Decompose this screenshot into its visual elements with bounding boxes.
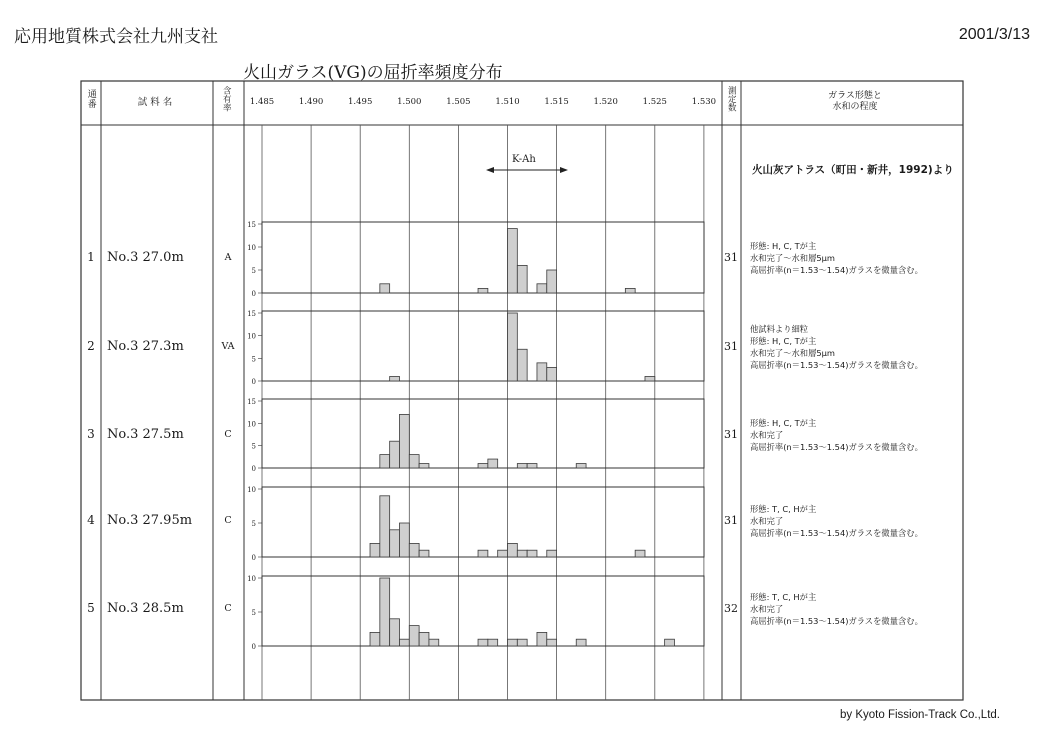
histogram-bar	[478, 550, 488, 557]
y-tick-label: 10	[247, 420, 256, 429]
sample-name: No.3 27.3m	[107, 339, 184, 354]
header-notes-line2: 水和の程度	[832, 101, 878, 112]
sample-name: No.3 27.5m	[107, 427, 184, 442]
glass-note-line: 高屈折率(n＝1.53～1.54)ガラスを微量含む。	[750, 442, 923, 452]
glass-note-line: 高屈折率(n＝1.53～1.54)ガラスを微量含む。	[750, 360, 923, 370]
histogram-bar	[419, 550, 429, 557]
histogram-bar	[537, 284, 547, 293]
histogram-bar	[508, 229, 518, 293]
histogram-bar	[429, 639, 439, 646]
histogram-bar	[508, 543, 518, 557]
histogram-bar	[419, 632, 429, 646]
sample-name: No.3 28.5m	[107, 601, 184, 616]
histogram-bar	[517, 550, 527, 557]
histogram-bar	[390, 441, 400, 468]
sample-name: No.3 27.0m	[107, 250, 184, 265]
content-grade: A	[224, 252, 232, 263]
glass-note-line: 形態: T, C, Hが主	[750, 592, 817, 602]
y-tick-label: 0	[251, 643, 256, 651]
histogram-bar	[380, 284, 390, 293]
glass-note-line: 形態: T, C, Hが主	[750, 504, 817, 514]
company-name: 応用地質株式会社九州支社	[14, 27, 218, 47]
histogram-frame	[262, 487, 704, 557]
histogram-frame	[262, 576, 704, 646]
histogram-bar	[576, 639, 586, 646]
row-number: 2	[87, 339, 95, 353]
histogram-frame	[262, 311, 704, 381]
header-notes-line1: ガラス形態と	[828, 91, 882, 101]
x-tick-label: 1.490	[298, 97, 324, 107]
glass-note-line: 他試料より細粒	[750, 324, 809, 334]
glass-note-line: 形態: H, C, Tが主	[750, 418, 817, 428]
header-notes	[800, 91, 910, 113]
histogram-bar	[537, 632, 547, 646]
y-tick-label: 15	[247, 221, 256, 229]
measurement-count: 31	[724, 340, 738, 353]
glass-note-line: 高屈折率(n＝1.53～1.54)ガラスを微量含む。	[750, 528, 923, 538]
histogram-bar	[517, 464, 527, 468]
y-tick-label: 10	[247, 244, 256, 252]
glass-note-line: 水和完了	[750, 430, 784, 440]
glass-notes	[750, 323, 923, 371]
histogram-bar	[409, 455, 419, 468]
histogram-bar	[380, 496, 390, 557]
y-tick-label: 5	[251, 442, 256, 451]
histogram-frame	[262, 222, 704, 293]
y-tick-label: 15	[247, 398, 256, 406]
y-tick-label: 10	[247, 332, 256, 341]
histogram-bar	[635, 550, 645, 557]
report-date: 2001/3/13	[958, 26, 1030, 43]
histogram-bar	[547, 270, 557, 293]
reference-text: 火山灰アトラス（町田・新井，1992)より	[752, 164, 954, 176]
histogram-bar	[517, 349, 527, 381]
histogram-bar	[409, 626, 419, 646]
histogram-bar	[547, 639, 557, 646]
glass-note-line: 水和完了	[750, 516, 784, 526]
header-content: 含有率	[221, 86, 232, 112]
header-sample: 試 料 名	[137, 97, 173, 108]
glass-note-line: 形態: H, C, Tが主	[750, 241, 817, 251]
y-tick-label: 5	[251, 609, 256, 617]
histogram-bar	[370, 632, 380, 646]
glass-note-line: 水和完了～水和層5μm	[750, 348, 836, 358]
histogram-bar	[508, 313, 518, 381]
glass-note-line: 高屈折率(n＝1.53～1.54)ガラスを微量含む。	[750, 265, 923, 275]
histogram-bar	[527, 550, 537, 557]
y-tick-label: 0	[251, 465, 256, 473]
content-grade: C	[224, 515, 232, 526]
histogram-bar	[399, 523, 409, 557]
histogram-bar	[478, 639, 488, 646]
histogram-bar	[537, 363, 547, 381]
row-number: 1	[87, 250, 95, 264]
credit: by Kyoto Fission-Track Co.,Ltd.	[840, 709, 1000, 721]
histogram-bar	[390, 530, 400, 557]
glass-notes	[750, 240, 923, 276]
y-tick-label: 5	[251, 267, 256, 275]
histogram-bar	[380, 455, 390, 468]
histogram-bar	[399, 414, 409, 468]
y-tick-label: 0	[251, 378, 256, 386]
x-tick-label: 1.510	[495, 97, 520, 107]
glass-note-line: 形態: H, C, Tが主	[750, 336, 817, 346]
measurement-count: 31	[724, 514, 738, 527]
measurement-count: 31	[724, 428, 738, 441]
histogram-bar	[576, 464, 586, 468]
header-number: 通番	[85, 89, 96, 109]
x-tick-label: 1.495	[348, 97, 373, 107]
y-tick-label: 10	[247, 575, 256, 583]
y-tick-label: 15	[247, 310, 256, 318]
histogram-bar	[409, 543, 419, 557]
histogram-bar	[517, 265, 527, 293]
histogram-bar	[547, 550, 557, 557]
histogram-bar	[478, 288, 488, 293]
histogram-bar	[478, 464, 488, 468]
y-tick-label: 0	[251, 290, 256, 298]
histogram-frame	[262, 399, 704, 468]
histogram-bar	[645, 376, 655, 381]
x-tick-label: 1.520	[593, 97, 618, 107]
row-number: 5	[87, 601, 95, 615]
histogram-bar	[517, 639, 527, 646]
histogram-bar	[390, 619, 400, 646]
histogram-bar	[399, 639, 409, 646]
x-tick-label: 1.485	[249, 97, 275, 107]
x-tick-label: 1.505	[446, 97, 471, 107]
y-tick-label: 5	[251, 520, 256, 528]
histogram-bar	[547, 367, 557, 381]
histogram-bar	[527, 464, 537, 468]
content-grade: C	[224, 429, 232, 440]
x-tick-label: 1.530	[691, 97, 717, 107]
y-tick-label: 0	[251, 554, 256, 562]
x-tick-label: 1.500	[397, 97, 422, 107]
row-number: 4	[87, 513, 95, 527]
chart-title: 火山ガラス(VG)の屈折率頻度分布	[243, 63, 503, 83]
glass-notes	[750, 503, 923, 539]
histogram-bar	[419, 464, 429, 468]
glass-note-line: 水和完了	[750, 604, 784, 614]
header-count: 測定数	[726, 86, 737, 112]
glass-note-line: 水和完了～水和層5μm	[750, 253, 836, 263]
histogram-bar	[380, 578, 390, 646]
histogram-bar	[488, 639, 498, 646]
histogram-bar	[508, 639, 518, 646]
y-tick-label: 10	[247, 486, 256, 494]
measurement-count: 31	[724, 251, 738, 264]
histogram-bar	[665, 639, 675, 646]
histogram-bar	[390, 376, 400, 381]
x-tick-label: 1.525	[642, 97, 667, 107]
content-grade: C	[224, 603, 232, 614]
glass-note-line: 高屈折率(n＝1.53～1.54)ガラスを微量含む。	[750, 616, 923, 626]
kah-label: K-Ah	[512, 154, 536, 165]
row-number: 3	[87, 427, 95, 441]
measurement-count: 32	[724, 602, 738, 615]
glass-notes	[750, 417, 923, 453]
x-tick-label: 1.515	[544, 97, 569, 107]
y-tick-label: 5	[251, 355, 256, 364]
histogram-bar	[498, 550, 508, 557]
histogram-bar	[370, 543, 380, 557]
content-grade: VA	[221, 341, 235, 352]
glass-notes	[750, 591, 923, 627]
sample-name: No.3 27.95m	[107, 513, 193, 528]
histogram-bar	[488, 459, 498, 468]
histogram-bar	[625, 288, 635, 293]
